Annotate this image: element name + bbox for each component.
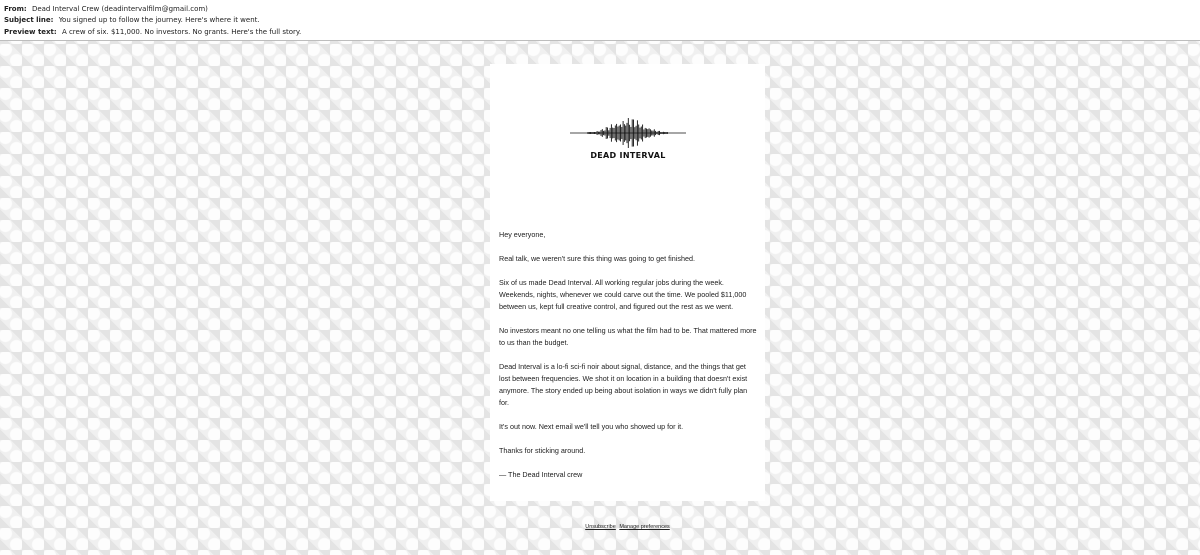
- from-row: [4, 4, 1200, 15]
- from-label: From:: [4, 5, 27, 13]
- manage-preferences-link[interactable]: Manage preferences: [619, 524, 670, 530]
- subject-label: Subject line:: [4, 16, 54, 25]
- preview-label: Preview text:: [4, 27, 57, 36]
- subject-value: You signed up to follow the journey. Here's where it went.: [58, 16, 260, 25]
- body-paragraph: It's out now. Next email we'll tell you who showed up for it.: [499, 422, 684, 431]
- body-paragraph: Real talk, we weren't sure this thing was going to get finished.: [499, 254, 695, 263]
- subject-row: [4, 15, 1200, 26]
- email-meta-header: [0, 0, 1200, 41]
- email-card: [490, 64, 765, 501]
- body-paragraph: No investors meant no one telling us what the film had to be. That mattered more to us than the budget.: [499, 326, 757, 347]
- logo-text: DEAD INTERVAL: [590, 151, 666, 160]
- email-body: [499, 229, 759, 493]
- preview-row: [4, 27, 1200, 38]
- soundwave-icon: [570, 116, 686, 152]
- signature: — The Dead Interval crew: [499, 470, 583, 479]
- greeting: Hey everyone,: [499, 230, 546, 239]
- body-paragraph: Six of us made Dead Interval. All working regular jobs during the week. Weekends, nights, whenever we could carve out the time. We pooled $11,000 between us, kept full creative control, and figured out the rest as we went.: [499, 278, 747, 311]
- preview-value: A crew of six. $11,000. No investors. No grants. Here's the full story.: [61, 27, 302, 36]
- unsubscribe-link[interactable]: Unsubscribe: [585, 524, 616, 530]
- brand-logo: [570, 116, 686, 162]
- email-footer: [0, 524, 1200, 530]
- sign-off: Thanks for sticking around.: [499, 446, 586, 455]
- from-value: Dead Interval Crew (deadintervalfilm@gmail.com): [31, 5, 208, 13]
- body-paragraph: Dead Interval is a lo-fi sci-fi noir about signal, distance, and the things that get lost between frequencies. We shot it on location in a building that doesn't exist anymore. The story ended up being about isolation in ways we didn't fully plan for.: [499, 362, 748, 407]
